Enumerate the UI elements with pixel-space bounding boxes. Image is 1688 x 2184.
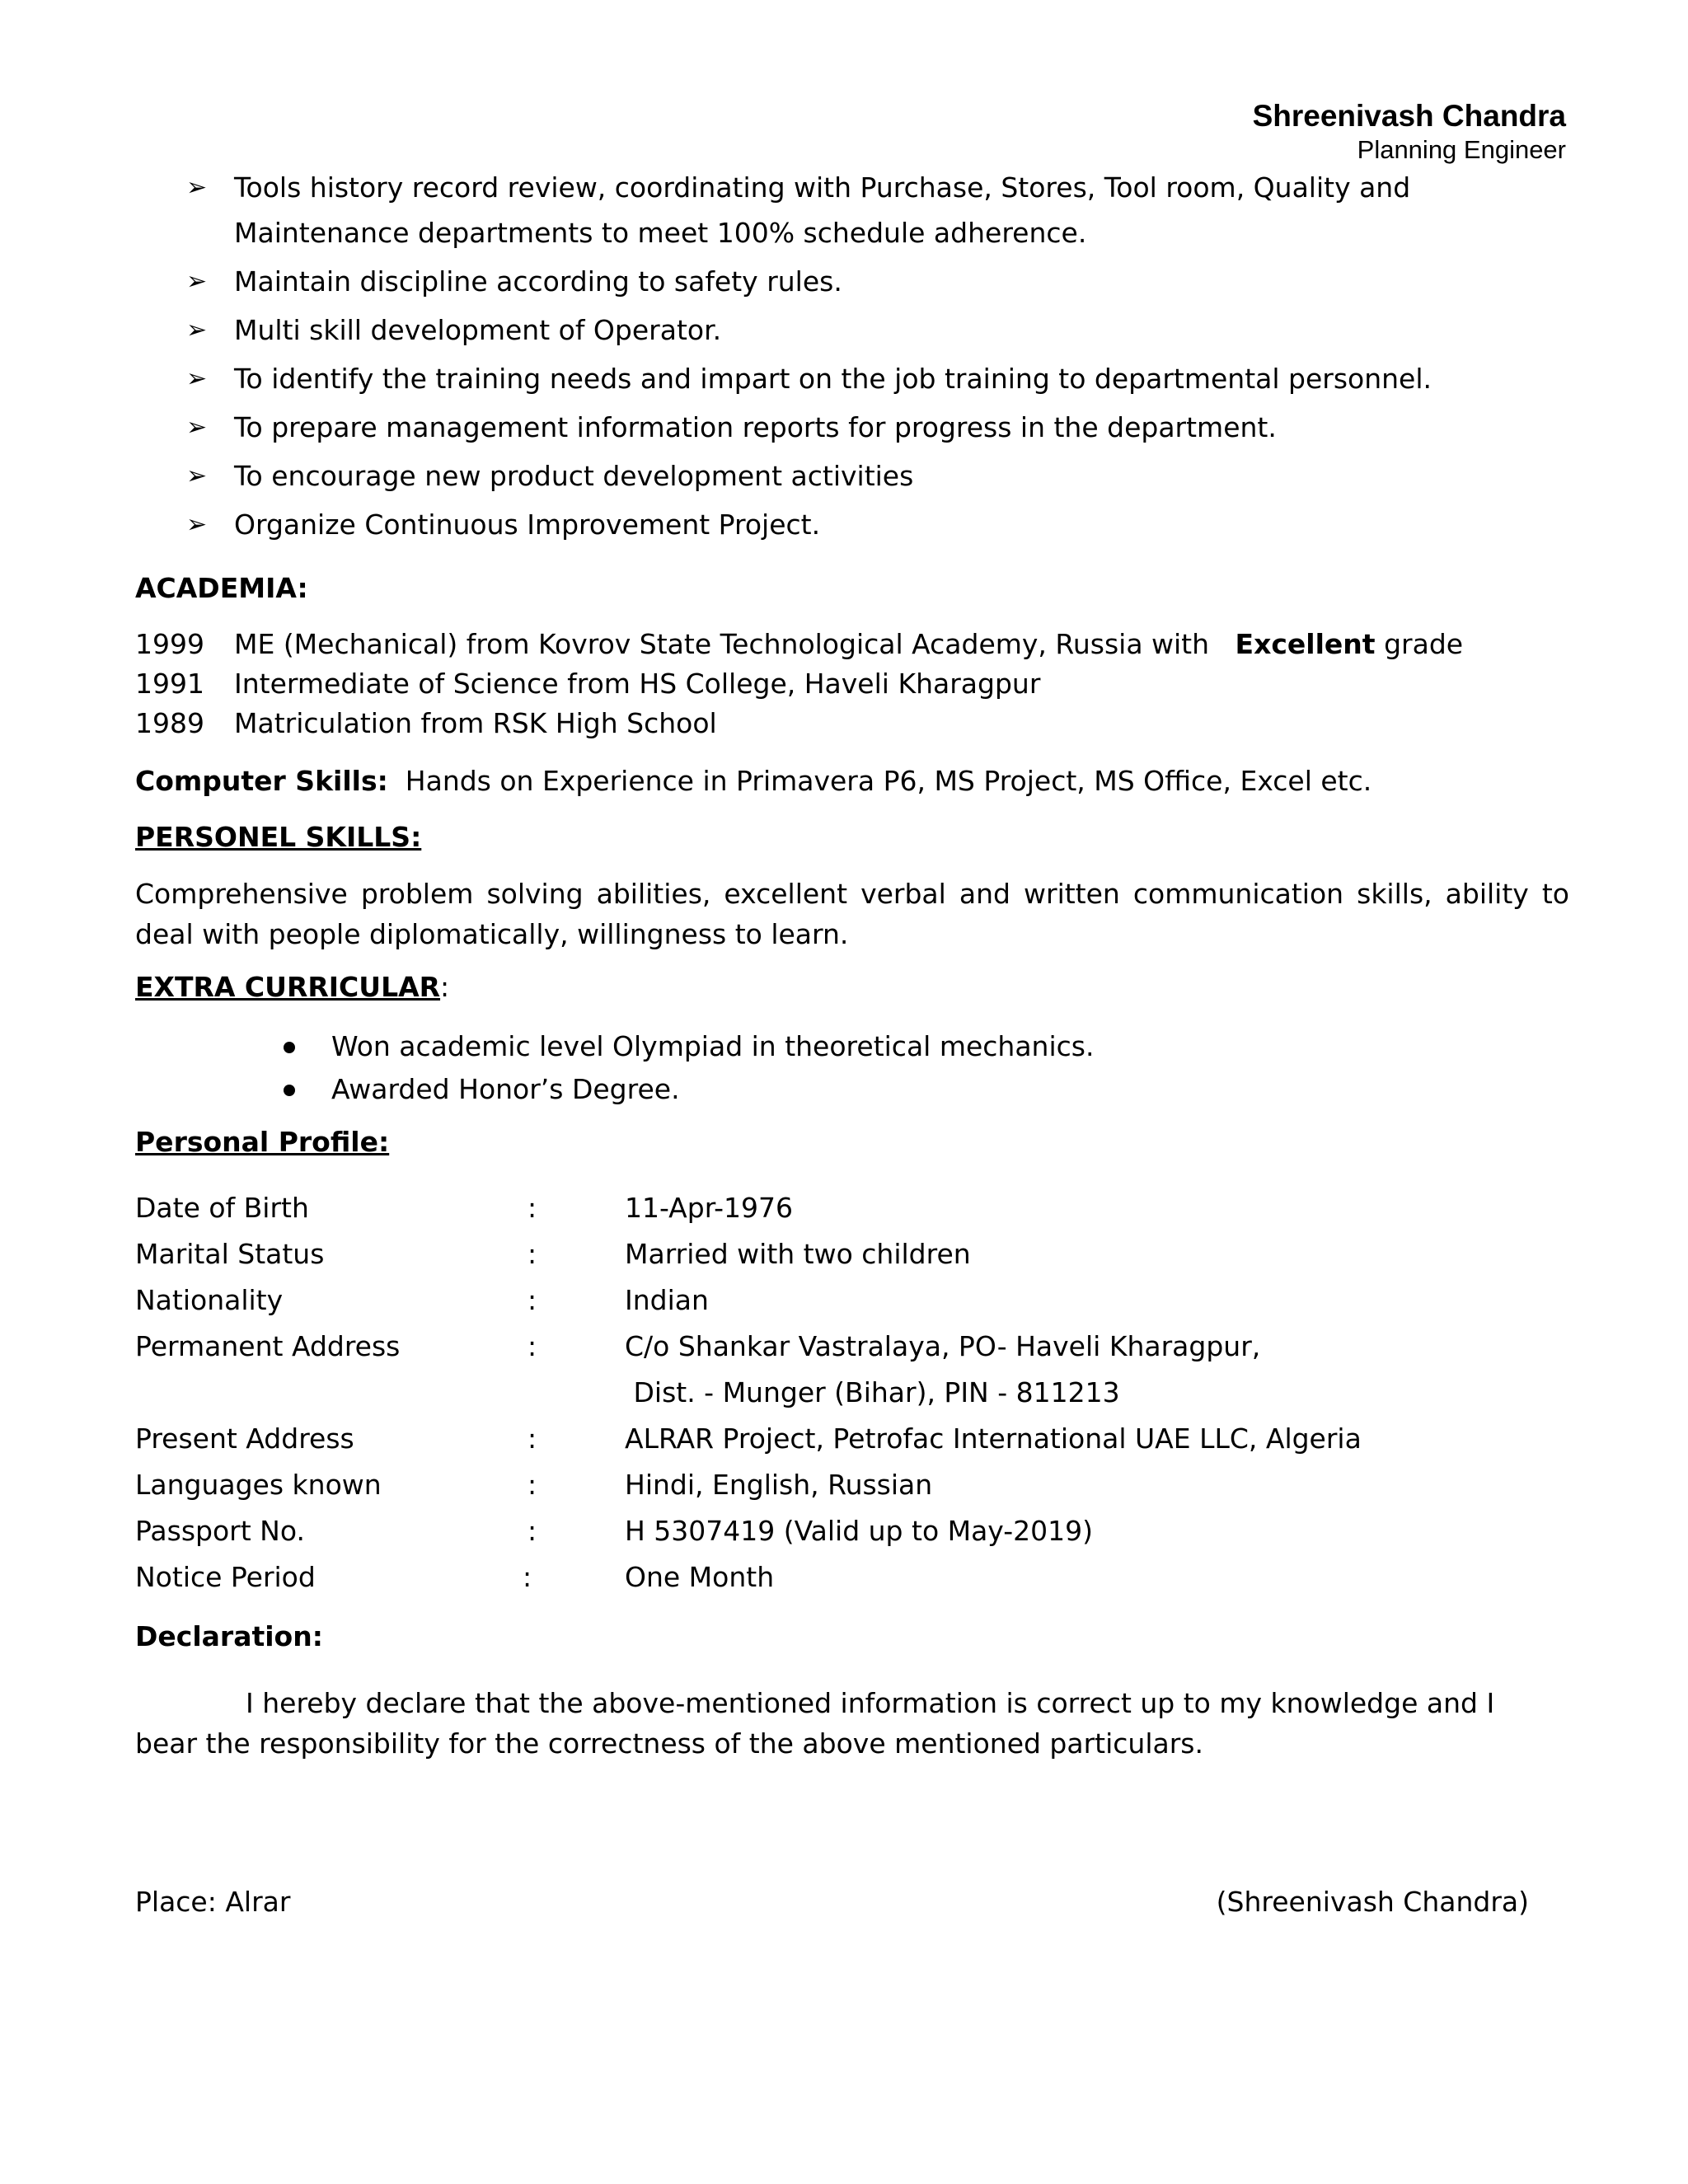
- candidate-role: Planning Engineer: [1357, 135, 1566, 164]
- arrow-bullet-icon: ➢: [186, 316, 208, 344]
- arrow-bullet-icon: ➢: [186, 364, 208, 393]
- computer-skills: [135, 762, 1372, 801]
- bullet-dot-icon: [284, 1042, 295, 1053]
- bullet-dot-icon: [284, 1085, 295, 1096]
- profile-label: Languages known: [135, 1469, 382, 1501]
- computer-skills-label: Computer Skills:: [135, 765, 388, 797]
- list-item: ➢ To identify the training needs and impart on the job training to departmental personnel.: [186, 356, 1587, 401]
- profile-label: Present Address: [135, 1422, 354, 1455]
- profile-separator: :: [528, 1422, 537, 1455]
- profile-value: Indian: [625, 1284, 709, 1316]
- profile-value: ALRAR Project, Petrofac International UAE LLC, Algeria: [625, 1422, 1362, 1455]
- profile-value: Married with two children: [625, 1238, 971, 1270]
- education-row: 1989 Matriculation from RSK High School: [135, 707, 717, 739]
- list-item: ➢ To prepare management information reports for progress in the department.: [186, 405, 1587, 450]
- list-item: ➢ Multi skill development of Operator.: [186, 307, 1587, 353]
- profile-value: C/o Shankar Vastralaya, PO- Haveli Kharagpur,: [625, 1330, 1261, 1362]
- arrow-bullet-icon: ➢: [186, 413, 208, 442]
- page-header: [1253, 97, 1566, 165]
- signature-text: (Shreenivash Chandra): [1216, 1886, 1529, 1918]
- list-item: Won academic level Olympiad in theoretical mechanics.: [280, 1025, 1094, 1068]
- profile-separator: :: [528, 1192, 537, 1224]
- extra-curricular-list: [280, 1025, 1094, 1111]
- personel-skills-heading: PERSONEL SKILLS:: [135, 821, 422, 853]
- personal-profile-heading: Personal Profile:: [135, 1126, 390, 1158]
- profile-label: Date of Birth: [135, 1192, 309, 1224]
- profile-separator: :: [528, 1284, 537, 1316]
- profile-value: Dist. - Munger (Bihar), PIN - 811213: [625, 1376, 1120, 1408]
- profile-separator: :: [528, 1515, 537, 1547]
- grade-highlight: Excellent: [1235, 628, 1376, 660]
- profile-label: Passport No.: [135, 1515, 305, 1547]
- profile-label: Nationality: [135, 1284, 284, 1316]
- profile-value: 11-Apr-1976: [625, 1192, 794, 1224]
- declaration-heading: Declaration:: [135, 1620, 323, 1652]
- profile-value: H 5307419 (Valid up to May-2019): [625, 1515, 1094, 1547]
- education-row: 1999 ME (Mechanical) from Kovrov State Technological Academy, Russia with Excellent grade: [135, 628, 1464, 660]
- profile-separator: :: [528, 1330, 537, 1362]
- profile-separator: :: [528, 1469, 537, 1501]
- profile-label: Marital Status: [135, 1238, 325, 1270]
- responsibilities-list: [186, 165, 1587, 551]
- list-item: Awarded Honor’s Degree.: [280, 1068, 1094, 1111]
- profile-value: One Month: [625, 1561, 775, 1593]
- profile-separator: :: [528, 1238, 537, 1270]
- profile-label: Notice Period: [135, 1561, 316, 1593]
- candidate-name: Shreenivash Chandra: [1252, 99, 1566, 133]
- extra-curricular-heading: EXTRA CURRICULAR:: [135, 971, 450, 1003]
- profile-value: Hindi, English, Russian: [625, 1469, 933, 1501]
- profile-label: Permanent Address: [135, 1330, 401, 1362]
- place-text: Place: Alrar: [135, 1886, 291, 1918]
- arrow-bullet-icon: ➢: [186, 462, 208, 490]
- list-item: ➢ Maintain discipline according to safety rules.: [186, 259, 1587, 304]
- profile-separator: :: [523, 1561, 532, 1593]
- education-row: 1991 Intermediate of Science from HS College, Haveli Kharagpur: [135, 668, 1041, 700]
- arrow-bullet-icon: ➢: [186, 267, 208, 296]
- declaration-text: I hereby declare that the above-mentioned information is correct up to my knowledge and I bear the responsibility for the correctness of the above mentioned particulars.: [135, 1687, 1495, 1760]
- arrow-bullet-icon: ➢: [186, 173, 208, 202]
- list-item: ➢ Tools history record review, coordinating with Purchase, Stores, Tool room, Quality and Maintenance departments to meet 100% schedule adherence.: [186, 165, 1587, 255]
- arrow-bullet-icon: ➢: [186, 510, 208, 539]
- list-item: ➢ Organize Continuous Improvement Project.: [186, 502, 1587, 547]
- personel-skills-text: Comprehensive problem solving abilities, excellent verbal and written communication skills, ability to deal with people diplomatically, willingness to learn.: [135, 878, 1569, 950]
- academia-heading: ACADEMIA:: [135, 572, 308, 604]
- computer-skills-text: Hands on Experience in Primavera P6, MS Project, MS Office, Excel etc.: [405, 765, 1372, 797]
- list-item: ➢ To encourage new product development activities: [186, 453, 1587, 499]
